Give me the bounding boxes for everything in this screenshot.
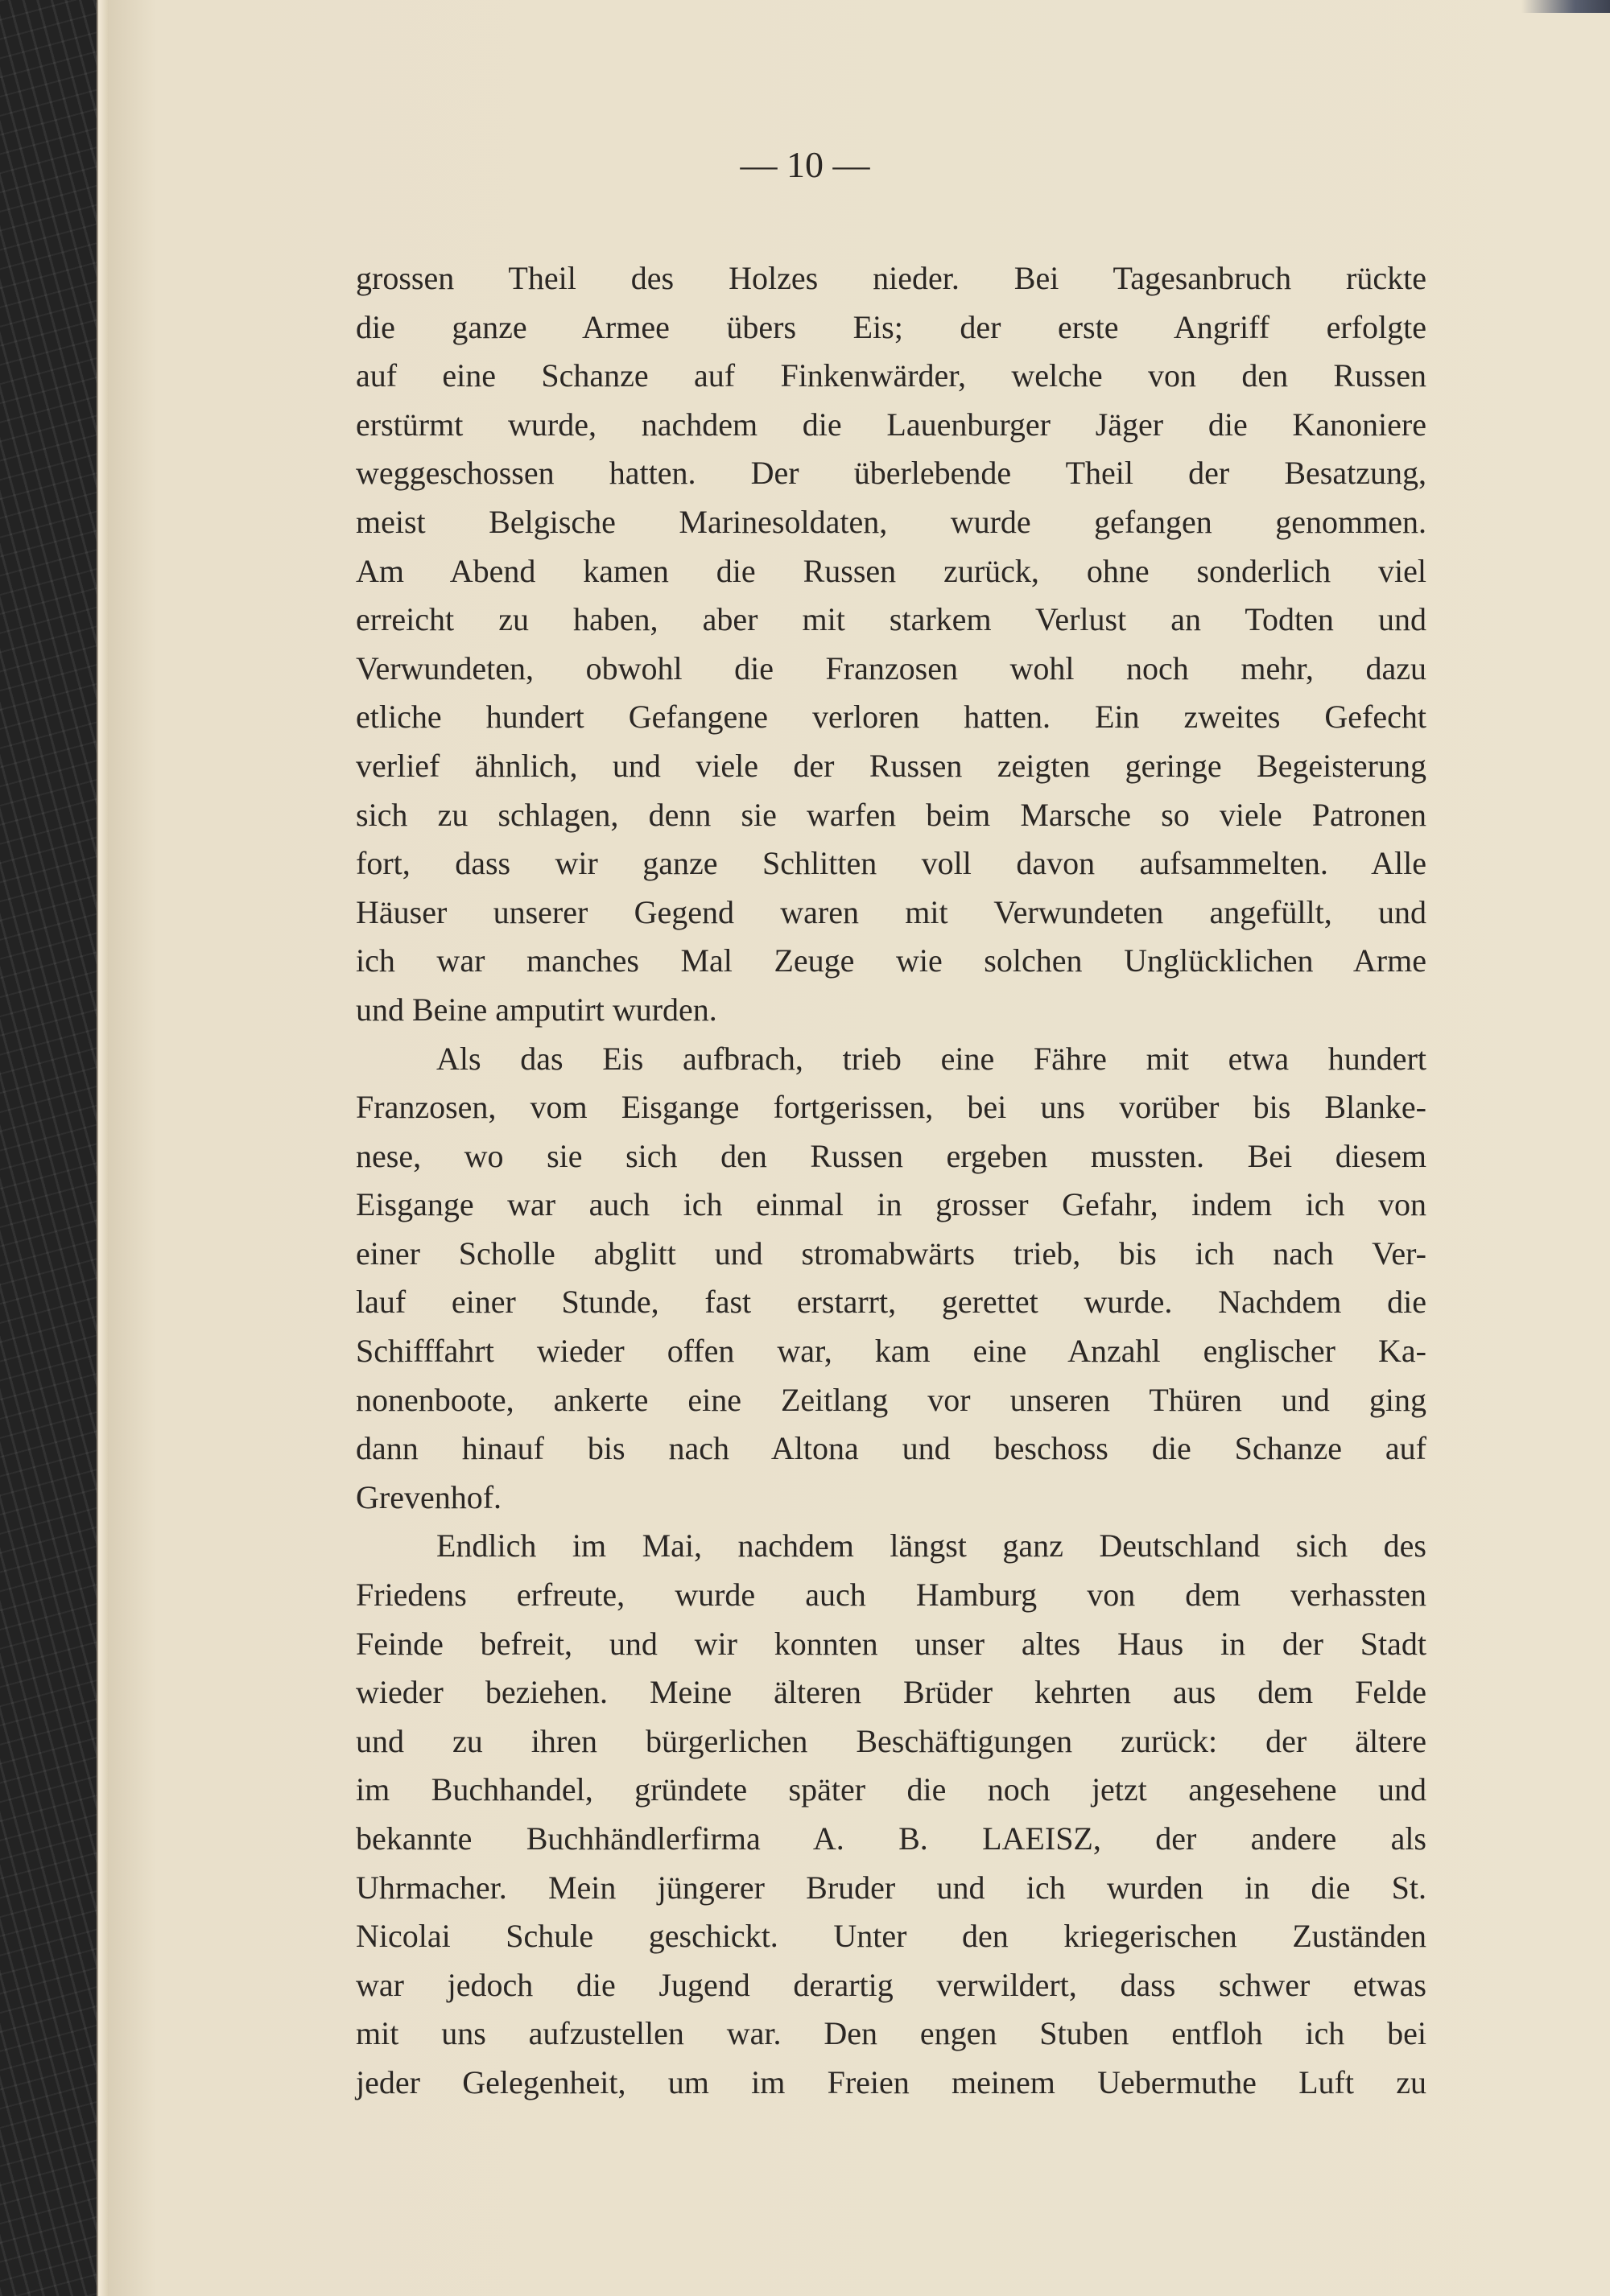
text-line: nese, wo sie sich den Russen ergeben mussten. Bei diesem: [356, 1137, 1426, 1174]
text-line: erstürmt wurde, nachdem die Lauenburger Jäger die Kanoniere: [356, 406, 1426, 443]
text-line: Grevenhof.: [356, 1478, 502, 1515]
text-line: meist Belgische Marinesoldaten, wurde gefangen genommen.: [356, 503, 1426, 540]
text-line: Nicolai Schule geschickt. Unter den kriegerischen Zuständen: [356, 1918, 1426, 1955]
text-line: im Buchhandel, gründete später die noch jetzt angesehene und: [356, 1771, 1426, 1808]
text-line: Uhrmacher. Mein jüngerer Bruder und ich wurden in die St.: [356, 1869, 1426, 1906]
text-line: die ganze Armee übers Eis; der erste Angriff erfolgte: [356, 308, 1426, 345]
text-line: einer Scholle abglitt und stromabwärts trieb, bis ich nach Ver-: [356, 1235, 1426, 1272]
text-line: Feinde befreit, und wir konnten unser altes Haus in der Stadt: [356, 1625, 1426, 1662]
text-line: und Beine amputirt wurden.: [356, 991, 717, 1028]
text-line: dann hinauf bis nach Altona und beschoss die Schanze auf: [356, 1430, 1426, 1467]
text-line: etliche hundert Gefangene verloren hatten. Ein zweites Gefecht: [356, 699, 1426, 736]
text-line: und zu ihren bürgerlichen Beschäftigungen zurück: der ältere: [356, 1722, 1426, 1759]
text-line: verlief ähnlich, und viele der Russen zeigten geringe Begeisterung: [356, 747, 1426, 784]
text-line: jeder Gelegenheit, um im Freien meinem Uebermuthe Luft zu: [356, 2063, 1426, 2100]
paragraph-start-line: Endlich im Mai, nachdem längst ganz Deutschland sich des: [436, 1527, 1426, 1564]
text-line: sich zu schlagen, denn sie warfen beim Marsche so viele Patronen: [356, 796, 1426, 833]
text-line: nonenboote, ankerte eine Zeitlang vor unseren Thüren und ging: [356, 1381, 1426, 1418]
text-line: Am Abend kamen die Russen zurück, ohne sonderlich viel: [356, 552, 1426, 589]
text-line: Friedens erfreute, wurde auch Hamburg von dem verhassten: [356, 1577, 1426, 1614]
text-line: mit uns aufzustellen war. Den engen Stuben entfloh ich bei: [356, 2015, 1426, 2052]
text-line: lauf einer Stunde, fast erstarrt, gerettet wurde. Nachdem die: [356, 1284, 1426, 1321]
page-corner-shadow: [1521, 0, 1610, 13]
text-line: Eisgange war auch ich einmal in grosser Gefahr, indem ich von: [356, 1186, 1426, 1223]
text-line: Häuser unserer Gegend waren mit Verwundeten angefüllt, und: [356, 893, 1426, 930]
text-line: war jedoch die Jugend derartig verwildert, dass schwer etwas: [356, 1966, 1426, 2003]
text-line: ich war manches Mal Zeuge wie solchen Unglücklichen Arme: [356, 942, 1426, 979]
text-line: bekannte Buchhändlerfirma A. B. LAEISZ, der andere als: [356, 1820, 1426, 1857]
text-line: Schifffahrt wieder offen war, kam eine Anzahl englischer Ka-: [356, 1333, 1426, 1370]
text-line: auf eine Schanze auf Finkenwärder, welche von den Russen: [356, 357, 1426, 394]
body-text: [356, 254, 1426, 2108]
text-line: Franzosen, vom Eisgange fortgerissen, bei uns vorüber bis Blanke-: [356, 1089, 1426, 1126]
page-number: — 10 —: [740, 144, 870, 185]
paragraph-start-line: Als das Eis aufbrach, trieb eine Fähre mit etwa hundert: [436, 1040, 1426, 1077]
text-line: erreicht zu haben, aber mit starkem Verlust an Todten und: [356, 601, 1426, 638]
text-line: fort, dass wir ganze Schlitten voll davon aufsammelten. Alle: [356, 845, 1426, 882]
book-binding: [0, 0, 97, 2296]
text-line: weggeschossen hatten. Der überlebende Theil der Besatzung,: [356, 455, 1426, 492]
text-line: Verwundeten, obwohl die Franzosen wohl noch mehr, dazu: [356, 649, 1426, 686]
text-line: wieder beziehen. Meine älteren Brüder kehrten aus dem Felde: [356, 1674, 1426, 1711]
text-line: grossen Theil des Holzes nieder. Bei Tagesanbruch rückte: [356, 260, 1426, 296]
